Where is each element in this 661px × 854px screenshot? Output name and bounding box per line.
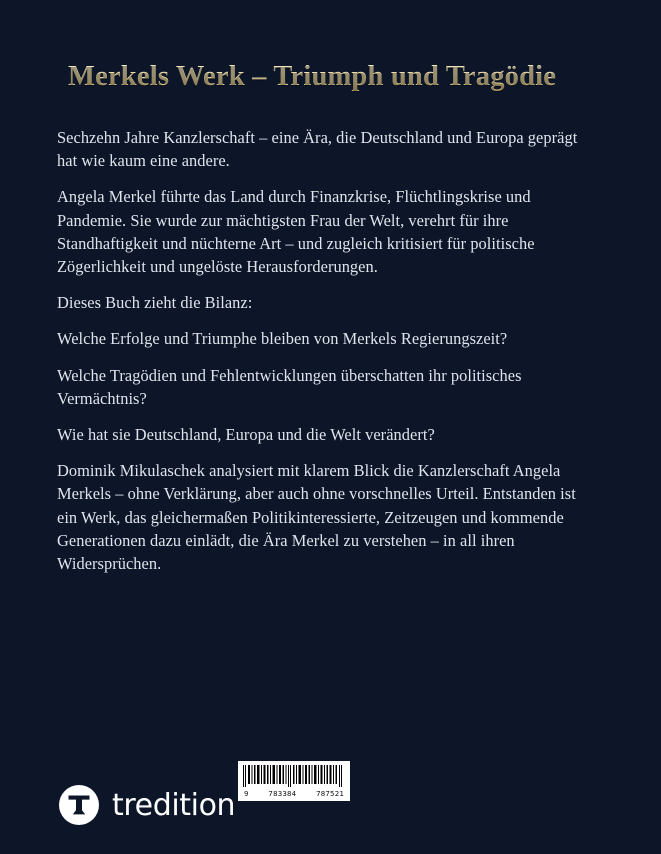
publisher-name: tredition	[112, 788, 236, 823]
blurb-paragraph: Wie hat sie Deutschland, Europa und die Welt verändert?	[57, 425, 435, 445]
tredition-circle-mark-icon	[58, 784, 100, 826]
blurb-paragraph: Welche Tragödien und Fehlentwicklungen überschatten ihr politisches Vermächtnis?	[57, 365, 522, 408]
isbn-barcode	[238, 761, 350, 801]
blurb-text-block	[57, 126, 592, 575]
blurb-paragraph: Dieses Buch zieht die Bilanz:	[57, 293, 253, 313]
blurb-paragraph: Angela Merkel führte das Land durch Finanzkrise, Flüchtlingskrise und Pandemie. Sie wurde zur mächtigsten Frau der Welt, verehrt für ihre Standhaftigkeit und nüchterne Art – und zugleich kritisiert für politische Zögerlichkeit und ungelöste Herausforderungen.	[57, 187, 535, 277]
barcode-right-group: 787521	[316, 789, 344, 798]
barcode-left-group: 783384	[268, 789, 297, 798]
barcode-digits	[243, 788, 345, 800]
page-title: Merkels Werk – Triumph und Tragödie	[68, 61, 608, 94]
ean13-barcode-icon	[243, 765, 345, 787]
publisher-logo	[58, 784, 235, 826]
blurb-paragraph: Dominik Mikulaschek analysiert mit klarem Blick die Kanzlerschaft Angela Merkels – ohne Verklärung, aber auch ohne vorschnelles Urteil. Entstanden ist ein Werk, das gleichermaßen Politikinteressierte, Zeitzeugen und kommende Generationen dazu einlädt, die Ära Merkel zu verstehen – in all ihren Widersprüchen.	[57, 461, 576, 574]
blurb-paragraph: Welche Erfolge und Triumphe bleiben von Merkels Regierungszeit?	[57, 329, 508, 349]
blurb-paragraph: Sechzehn Jahre Kanzlerschaft – eine Ära, die Deutschland und Europa geprägt hat wie kaum eine andere.	[57, 128, 578, 171]
barcode-lead-digit: 9	[244, 789, 249, 798]
